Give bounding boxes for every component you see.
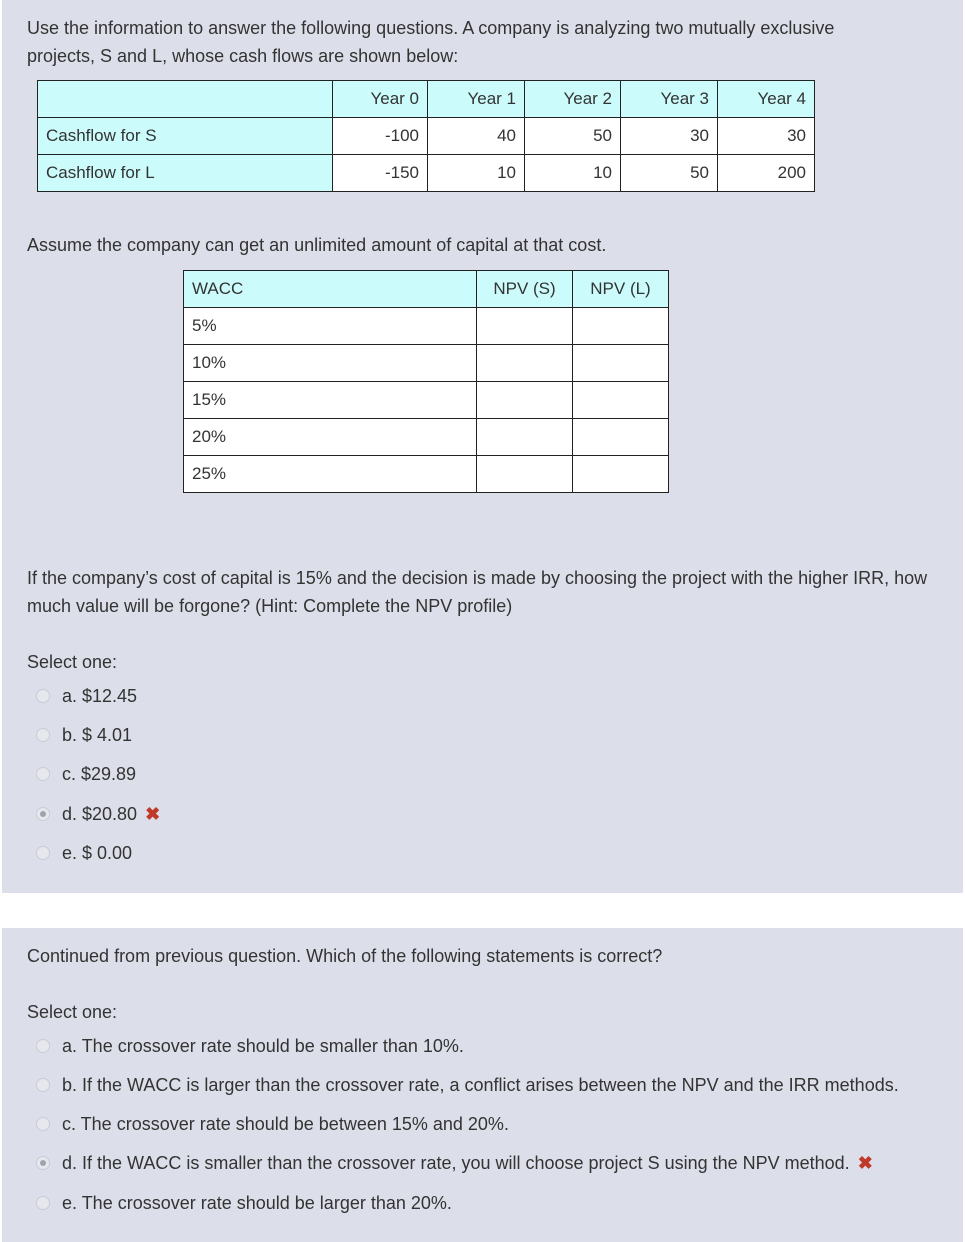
npv-l-cell — [573, 308, 669, 345]
npv-s-cell — [477, 419, 573, 456]
table-row — [184, 456, 669, 493]
wacc-header: WACC — [184, 271, 477, 308]
option-e[interactable] — [36, 1190, 452, 1216]
option-label: a. The crossover rate should be smaller than 10%. — [62, 1035, 464, 1056]
npv-l-cell — [573, 382, 669, 419]
radio-button[interactable] — [36, 1039, 50, 1053]
radio-button[interactable] — [36, 846, 50, 860]
table-row — [184, 382, 669, 419]
table-row — [38, 155, 815, 192]
option-b[interactable] — [36, 1072, 899, 1098]
option-label: d. $20.80 — [62, 803, 138, 824]
table-cell: 200 — [718, 155, 815, 192]
npv-l-cell — [573, 419, 669, 456]
table-row — [38, 118, 815, 155]
select-one-label: Select one: — [27, 652, 118, 672]
table-row — [184, 419, 669, 456]
option-label: b. $ 4.01 — [62, 724, 133, 745]
npv-s-cell — [477, 308, 573, 345]
radio-button[interactable] — [36, 1117, 50, 1131]
question-text: Continued from previous question. Which of the following statements is correct? — [27, 946, 663, 966]
radio-button[interactable] — [36, 1196, 50, 1210]
option-c[interactable] — [36, 761, 136, 787]
npv-s-cell — [477, 382, 573, 419]
table-cell: 50 — [621, 155, 718, 192]
radio-button[interactable] — [36, 1078, 50, 1092]
wacc-cell: 10% — [184, 345, 477, 382]
table-cell: -150 — [333, 155, 428, 192]
year-header: Year 1 — [428, 81, 525, 118]
wacc-cell: 25% — [184, 456, 477, 493]
npv-l-cell — [573, 345, 669, 382]
table-row — [38, 81, 815, 118]
option-b[interactable] — [36, 722, 132, 748]
table-cell: 30 — [621, 118, 718, 155]
radio-button[interactable] — [36, 728, 50, 742]
option-label: b. If the WACC is larger than the crossover rate, a conflict arises between the NPV and the IRR methods. — [62, 1074, 899, 1095]
table-row — [184, 345, 669, 382]
radio-button[interactable] — [36, 689, 50, 703]
option-e[interactable] — [36, 840, 132, 866]
option-d[interactable] — [36, 1150, 873, 1176]
table-cell: 10 — [428, 155, 525, 192]
npv-s-cell — [477, 456, 573, 493]
npv-s-cell — [477, 345, 573, 382]
incorrect-icon: ✖ — [145, 803, 161, 824]
row-label: Cashflow for L — [38, 155, 333, 192]
table-cell: 50 — [525, 118, 621, 155]
table-row — [184, 271, 669, 308]
question-1-panel — [2, 0, 963, 893]
row-label: Cashflow for S — [38, 118, 333, 155]
wacc-cell: 15% — [184, 382, 477, 419]
year-header: Year 0 — [333, 81, 428, 118]
option-label: d. If the WACC is smaller than the crossover rate, you will choose project S using the NPV method. — [62, 1152, 850, 1173]
wacc-cell: 5% — [184, 308, 477, 345]
wacc-cell: 20% — [184, 419, 477, 456]
option-label: e. $ 0.00 — [62, 842, 133, 863]
npv-s-header: NPV (S) — [477, 271, 573, 308]
question-intro: Use the information to answer the following questions. A company is analyzing two mutually exclusive projects, S and L, whose cash flows are shown below: — [27, 18, 835, 66]
option-label: c. The crossover rate should be between 15% and 20%. — [62, 1113, 509, 1134]
option-label: e. The crossover rate should be larger than 20%. — [62, 1192, 452, 1213]
table-row — [184, 308, 669, 345]
radio-button-selected[interactable] — [36, 1156, 50, 1170]
select-one-label: Select one: — [27, 1002, 118, 1022]
option-a[interactable] — [36, 1033, 464, 1059]
radio-button[interactable] — [36, 767, 50, 781]
cashflow-table — [37, 80, 815, 192]
table-cell: 10 — [525, 155, 621, 192]
year-header: Year 3 — [621, 81, 718, 118]
npv-table — [183, 270, 669, 493]
question-text: If the company’s cost of capital is 15% and the decision is made by choosing the project with the higher IRR, how much value will be forgone? (Hint: Complete the NPV profile) — [27, 568, 928, 616]
table-cell: 30 — [718, 118, 815, 155]
option-a[interactable] — [36, 683, 137, 709]
radio-button-selected[interactable] — [36, 807, 50, 821]
npv-l-cell — [573, 456, 669, 493]
assumption-text: Assume the company can get an unlimited amount of capital at that cost. — [27, 235, 607, 255]
option-d[interactable] — [36, 801, 160, 827]
table-cell: -100 — [333, 118, 428, 155]
incorrect-icon: ✖ — [857, 1152, 873, 1173]
npv-l-header: NPV (L) — [573, 271, 669, 308]
option-c[interactable] — [36, 1111, 509, 1137]
option-label: a. $12.45 — [62, 685, 138, 706]
question-2-panel — [2, 928, 963, 1242]
year-header: Year 4 — [718, 81, 815, 118]
year-header: Year 2 — [525, 81, 621, 118]
table-cell: 40 — [428, 118, 525, 155]
option-label: c. $29.89 — [62, 763, 137, 784]
table-cell — [38, 81, 333, 118]
